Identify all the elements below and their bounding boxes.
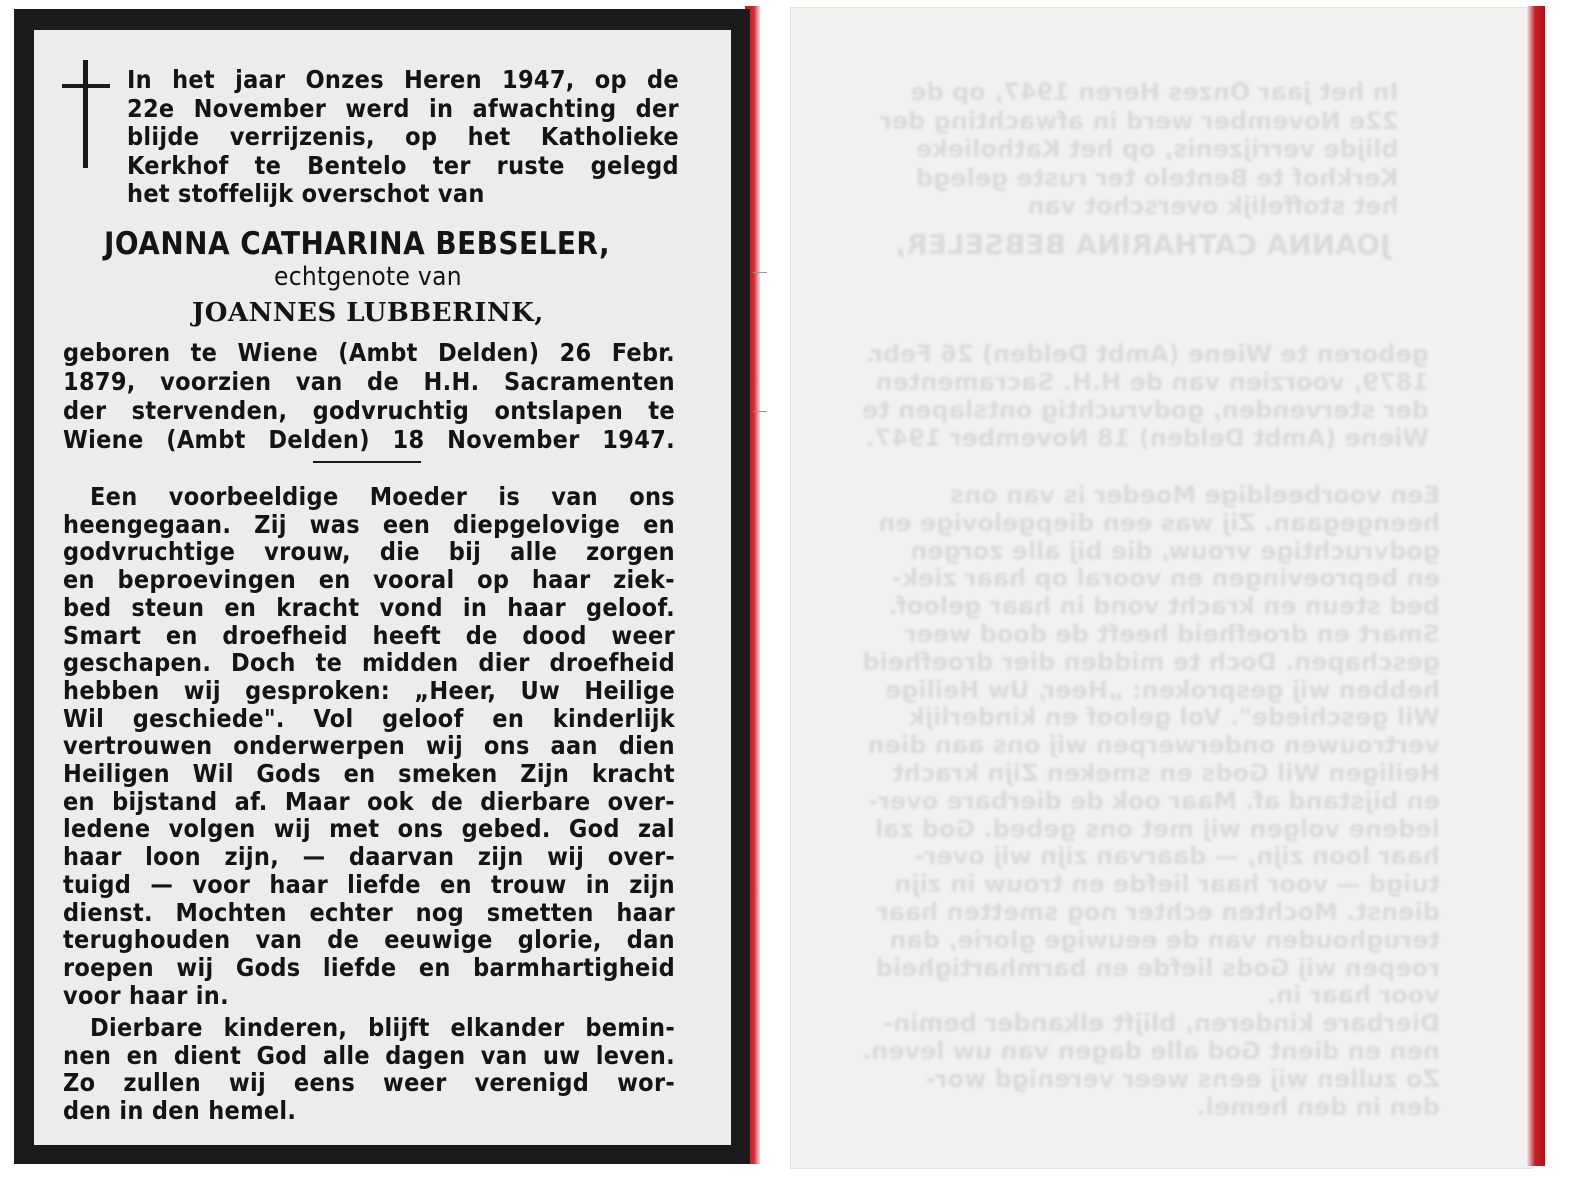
show-through-intro (880, 78, 1399, 221)
ghost-line: Smart en droefheid heeft de dood weer (904, 619, 1440, 648)
ghost-line: Een voorbeeldige Moeder is van ons (949, 481, 1440, 509)
ghost-line: heengegaan. Zij was een diepgelovige en (878, 508, 1440, 537)
ghost-line: geboren te Wiene (Ambt Delden) 26 Febr. (865, 340, 1429, 368)
ghost-line: blijde verrijzenis, op het Katholieke (916, 135, 1399, 163)
scan-tick (753, 411, 767, 412)
ghost-line: Dierbare kinderen, blijft elkander bemin- (883, 1009, 1440, 1038)
intro-line: In het jaar Onzes Heren 1947, op de (127, 65, 679, 94)
ghost-line: ledene volgen wij met ons gebed. God zal (874, 814, 1440, 843)
body-line: Wil geschiede". Vol geloof en kinderlijk (63, 703, 675, 733)
closing-line: nen en dient God alle dagen van uw leven. (63, 1040, 675, 1070)
intro-line: 22e November werd in afwachting der (127, 93, 679, 123)
closing-line: Zo zullen wij eens weer verenigd wor- (63, 1068, 675, 1098)
divider-rule (313, 461, 421, 463)
body-line: tuigd — voor haar liefde en trouw in zijn (63, 869, 675, 899)
ghost-line: hebben wij gesproken: „Heer, Uw Heilige (884, 675, 1440, 704)
body-line: vertrouwen onderwerpen wij ons aan dien (63, 731, 675, 761)
body-line: Een voorbeeldige Moeder is van ons (90, 482, 675, 511)
body-line: en beproevingen en vooral op haar ziek- (63, 565, 675, 595)
body-line: roepen wij Gods liefde en barmhartigheid (63, 952, 675, 982)
show-through-birth (862, 340, 1429, 452)
intro-line: Kerkhof te Bentelo ter ruste gelegd (127, 150, 679, 180)
intro-paragraph (127, 66, 679, 209)
spouse-name: JOANNES LUBBERINK, (192, 298, 544, 328)
deceased-name: JOANNA CATHARINA BEBSELER, (104, 226, 611, 262)
body-paragraph (63, 483, 675, 1009)
body-line: voor haar in. (63, 980, 229, 1010)
ghost-line: Zo zullen wij eens weer verenigd wor- (925, 1064, 1440, 1093)
closing-line: den in den hemel. (63, 1096, 297, 1126)
body-line: Smart en droefheid heeft de dood weer (63, 620, 675, 650)
closing-paragraph (63, 1014, 675, 1125)
show-through-name: JOANNA CATHARINA BEBSELER, (895, 228, 1391, 261)
body-line: heengegaan. Zij was een diepgelovige en (63, 509, 675, 539)
ghost-line: godvruchtige vrouw, die bij alle zorgen (910, 536, 1440, 565)
ghost-line: 1879, voorzien van de H.H. Sacramenten (875, 368, 1429, 396)
body-line: geschapen. Doch te midden dier droefheid (63, 648, 675, 678)
intro-line: blijde verrijzenis, op het Katholieke (127, 122, 679, 151)
body-line: bed steun en kracht vond in haar geloof. (63, 592, 675, 622)
body-line: dienst. Mochten echter nog smetten haar (63, 897, 675, 927)
body-line: haar loon zijn, — daarvan zijn wij over- (63, 842, 675, 872)
ghost-line: Wil geschiede". Vol geloof en kinderlijk (908, 703, 1440, 732)
ghost-line: voor haar in. (1267, 981, 1440, 1010)
ghost-line: Heiligen Wil Gods en smeken Zijn kracht (892, 758, 1440, 787)
intro-line: het stoffelijk overschot van (127, 179, 485, 208)
birth-line: geboren te Wiene (Ambt Delden) 26 Febr. (63, 338, 675, 367)
body-line: godvruchtige vrouw, die bij alle zorgen (63, 537, 675, 567)
scan-tick (753, 272, 767, 273)
ghost-line: In het jaar Onzes Heren 1947, op de (910, 78, 1399, 106)
show-through-body (862, 482, 1440, 1121)
ghost-line: vertrouwen onderwerpen wij ons aan dien (867, 731, 1440, 760)
ghost-line: Wiene (Ambt Delden) 18 November 1947. (865, 424, 1429, 452)
ghost-line: en bijstand af. Maar ook de dierbare over- (868, 786, 1440, 815)
ghost-line: roepen wij Gods liefde en barmhartigheid (875, 953, 1440, 982)
ghost-line: het stoffelijk overschot van (1027, 192, 1399, 220)
ghost-line: geschapen. Doch te midden dier droefheid (862, 647, 1440, 676)
ghost-line: Kerkhof te Bentelo ter ruste gelegd (915, 163, 1399, 192)
spouse-label: echtgenote van (274, 262, 462, 292)
ghost-line: tuigd — voor haar liefde en trouw in zijn (894, 870, 1440, 899)
ghost-line: den in den hemel. (1196, 1092, 1440, 1121)
ghost-line: bed steun en kracht vond in haar geloof. (888, 592, 1440, 621)
body-line: Heiligen Wil Gods en smeken Zijn kracht (63, 759, 675, 789)
ghost-line: dienst. Mochten echter nog smetten haar (876, 897, 1440, 926)
ghost-line: terughouden van de eeuwige glorie, dan (889, 925, 1440, 954)
body-line: en bijstand af. Maar ook de dierbare over- (63, 786, 675, 816)
ghost-line: nen en dient God alle dagen van uw leven. (862, 1036, 1440, 1065)
birth-line: 1879, voorzien van de H.H. Sacramenten (63, 367, 675, 396)
birth-line: der stervenden, godvruchtig ontslapen te (63, 396, 675, 425)
body-line: ledene volgen wij met ons gebed. God zal (63, 814, 675, 844)
red-edge-right (1527, 6, 1545, 1166)
birth-paragraph (63, 338, 675, 454)
ghost-line: haar loon zijn, — daarvan zijn wij over- (914, 842, 1440, 871)
body-line: terughouden van de eeuwige glorie, dan (63, 925, 675, 955)
ghost-line: der stervenden, godvruchtig ontslapen te (862, 396, 1429, 424)
ghost-line: 22e November werd in afwachting der (880, 106, 1399, 135)
ghost-line: en beproevingen en vooral op haar ziek- (892, 564, 1440, 593)
birth-line: Wiene (Ambt Delden) 18 November 1947. (63, 425, 675, 454)
closing-line: Dierbare kinderen, blijft elkander bemin- (90, 1013, 675, 1042)
cross-icon (62, 60, 110, 168)
body-line: hebben wij gesproken: „Heer, Uw Heilige (63, 675, 675, 705)
